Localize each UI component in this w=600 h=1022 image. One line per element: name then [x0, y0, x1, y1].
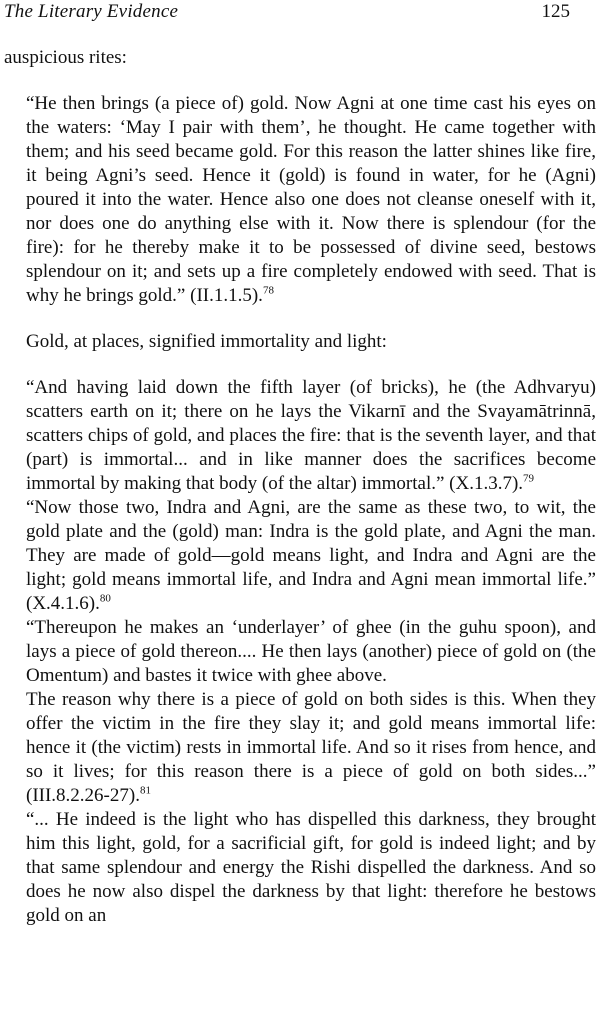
- quotation-indra-agni: “Now those two, Indra and Agni, are the same as these two, to wit, the gold plate and the (gold) man: Indra is the gold plate, and Agni the man. They are made of gold—gold means light, and Indra and Agni are the light; gold means immortal life, and Indra and Agni mean immortal life.” (X.4.1.6).$^{80}$: [26, 497, 596, 614]
- intro-line: auspicious rites:: [4, 47, 127, 68]
- quotation-dispelled-darkness: “... He indeed is the light who has dispelled this darkness, they brought him this light, gold, for a sacrificial gift, for gold is indeed light; and by that same splendour and energy the Rishi dispelled the darkness. And so does he now also dispel the darkness by that light: therefore he bestows gold on an: [26, 809, 596, 926]
- footnote-ref: 81: [139, 784, 151, 797]
- quotation-gold-agni-seed: “He then brings (a piece of) gold. Now Agni at one time cast his eyes on the waters: ‘May I pair with them’, he thought. He came together with them; and his seed became gold. For this reason the latter shines like fire, it being Agni’s seed. Hence it (gold) is found in water, for he (Agni) poured it into the water. Hence also one does not cleanse oneself with it, nor does one do anything else with it. Now there is splendour (for the fire): for he thereby make it to be possessed of divine seed, bestows splendour on it; and sets up a fire completely endowed with seed. That is why he brings gold.” (II.1.1.5).$^{78}$: [26, 93, 596, 306]
- footnote-ref: 80: [99, 592, 111, 605]
- footnote-ref: 79: [523, 472, 535, 485]
- page-body: [4, 46, 596, 928]
- running-title: The Literary Evidence: [4, 1, 179, 22]
- quotation-gold-both-sides: The reason why there is a piece of gold on both sides is this. When they offer the victim in the fire they slay it; and gold means immortal life: hence it (the victim) rests in immortal life. And so it rises from hence, and so it lives; for this reason there is a piece of gold on both sides...” (III.8.2.26-27).$^{81}$: [26, 689, 596, 806]
- page-number: 125: [541, 1, 570, 22]
- page-header: [0, 0, 600, 26]
- quotation-fifth-layer: “And having laid down the fifth layer (of bricks), he (the Adhvaryu) scatters earth on it; there on he lays the Vikarnī and the Svayamātrinnā, scatters chips of gold, and places the fire: that is the seventh layer, and that (part) is immortal... and in like manner does the sacrifices become immortal by making that body (of the altar) immortal.” (X.1.3.7).$^{79}$: [26, 377, 596, 494]
- section-lead-text: Gold, at places, signified immortality and light:: [26, 331, 387, 352]
- footnote-ref: 78: [262, 284, 274, 297]
- quotation-underlayer-ghee: “Thereupon he makes an ‘underlayer’ of ghee (in the guhu spoon), and lays a piece of gold thereon.... He then lays (another) piece of gold on (the Omentum) and bastes it twice with ghee above.: [26, 617, 596, 686]
